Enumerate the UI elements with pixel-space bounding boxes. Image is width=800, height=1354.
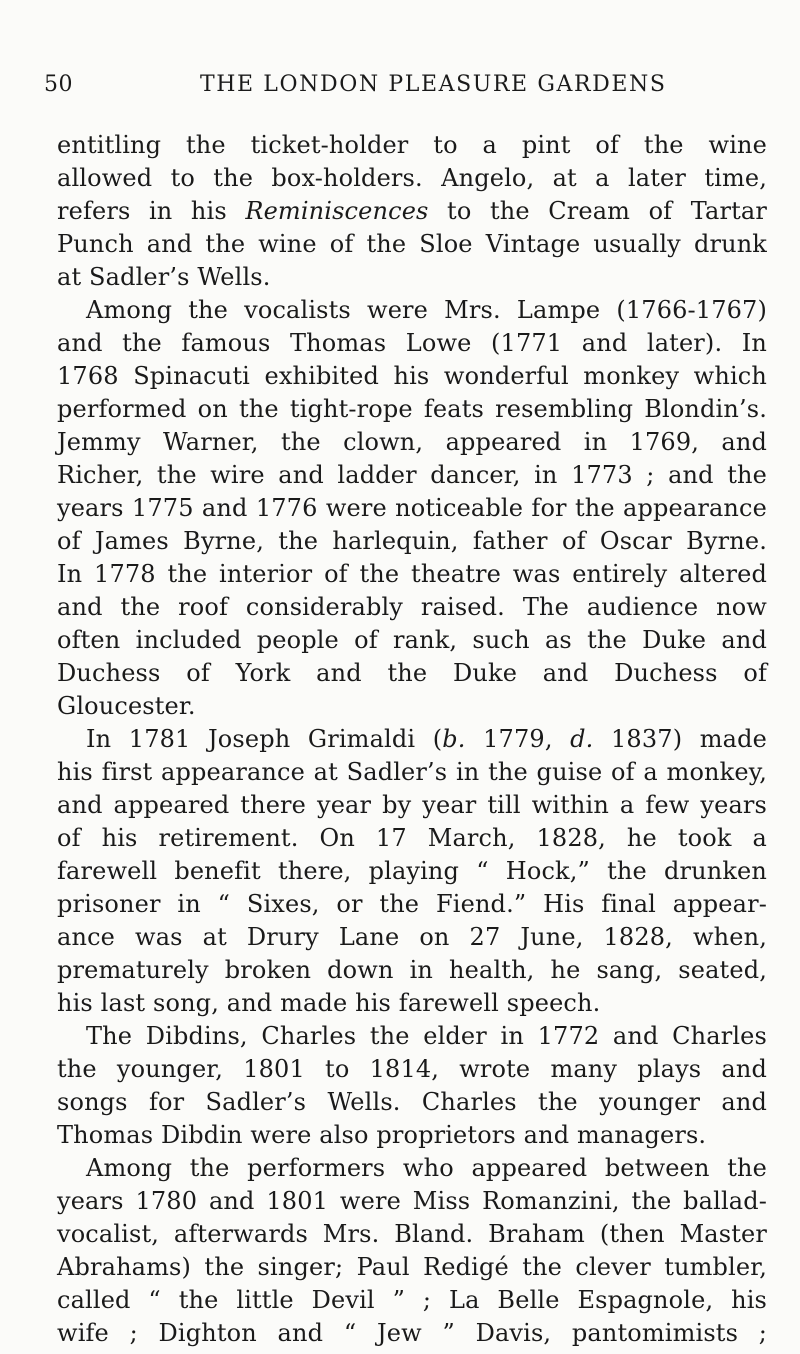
text-line [57,195,767,228]
text-line: In 1778 the interior of the theatre was entirely altered [57,560,767,588]
text-line: songs for Sadler’s Wells. Charles the younger and [57,1088,767,1116]
text-line: prematurely broken down in health, he sang, seated, [57,956,767,984]
text-line: his first appearance at Sadler’s in the guise of a monkey, [57,758,767,786]
text-line: Duchess of York and the Duke and Duchess of [57,659,767,687]
text-line: ance was at Drury Lane on 27 June, 1828, when, [57,923,767,951]
paragraph-start [57,723,767,756]
text-line: Abrahams) the singer; Paul Redigé the clever tumbler, [57,1253,767,1281]
paragraph-start: The Dibdins, Charles the elder in 1772 and Charles [86,1022,767,1050]
paragraph-start: Among the performers who appeared between the [86,1154,767,1182]
paragraph-start: Among the vocalists were Mrs. Lampe (1766-1767) [86,296,767,324]
text-segment: 1779, [465,725,571,753]
running-head-title: THE LONDON PLEASURE GARDENS [200,72,667,97]
text-segment: In 1781 Joseph Grimaldi ( [86,725,443,753]
text-line: years 1780 and 1801 were Miss Romanzini, the ballad- [57,1187,767,1215]
text-line: Richer, the wire and ladder dancer, in 1773 ; and the [57,461,767,489]
text-line: called “ the little Devil ” ; La Belle Espagnole, his [57,1286,767,1314]
text-line: performed on the tight-rope feats resembling Blondin’s. [57,395,767,423]
text-segment: to the Cream of Tartar [428,197,767,225]
text-line: Gloucester. [57,692,196,720]
text-line: and the roof considerably raised. The audience now [57,593,767,621]
text-line: often included people of rank, such as the Duke and [57,626,767,654]
text-line: the younger, 1801 to 1814, wrote many plays and [57,1055,767,1083]
text-line: at Sadler’s Wells. [57,263,271,291]
text-line: years 1775 and 1776 were noticeable for the appearance [57,494,767,522]
text-line: allowed to the box-holders. Angelo, at a later time, [57,164,767,192]
born-abbrev-italic: b. [442,725,466,753]
text-line: and appeared there year by year till within a few years [57,791,767,819]
died-abbrev-italic: d. [570,725,594,753]
book-title-italic: Reminiscences [245,197,429,225]
text-line: Thomas Dibdin were also proprietors and managers. [57,1121,707,1149]
text-line: vocalist, afterwards Mrs. Bland. Braham (then Master [57,1220,767,1248]
text-line: and the famous Thomas Lowe (1771 and later). In [57,329,767,357]
text-line: entitling the ticket-holder to a pint of the wine [57,131,767,159]
text-line: Punch and the wine of the Sloe Vintage usually drunk [57,230,767,258]
text-segment: refers in his [57,197,246,225]
text-line: of James Byrne, the harlequin, father of Oscar Byrne. [57,527,767,555]
text-line: wife ; Dighton and “ Jew ” Davis, pantomimists ; [57,1319,767,1347]
text-line: of his retirement. On 17 March, 1828, he took a [57,824,767,852]
text-line: prisoner in “ Sixes, or the Fiend.” His final appear- [57,890,767,918]
body-text [57,129,767,1350]
text-line: Jemmy Warner, the clown, appeared in 1769, and [57,428,767,456]
page-number: 50 [44,72,73,97]
text-segment: 1837) made [593,725,767,753]
text-line: farewell benefit there, playing “ Hock,” the drunken [57,857,767,885]
text-line: his last song, and made his farewell speech. [57,989,601,1017]
text-line: 1768 Spinacuti exhibited his wonderful monkey which [57,362,767,390]
